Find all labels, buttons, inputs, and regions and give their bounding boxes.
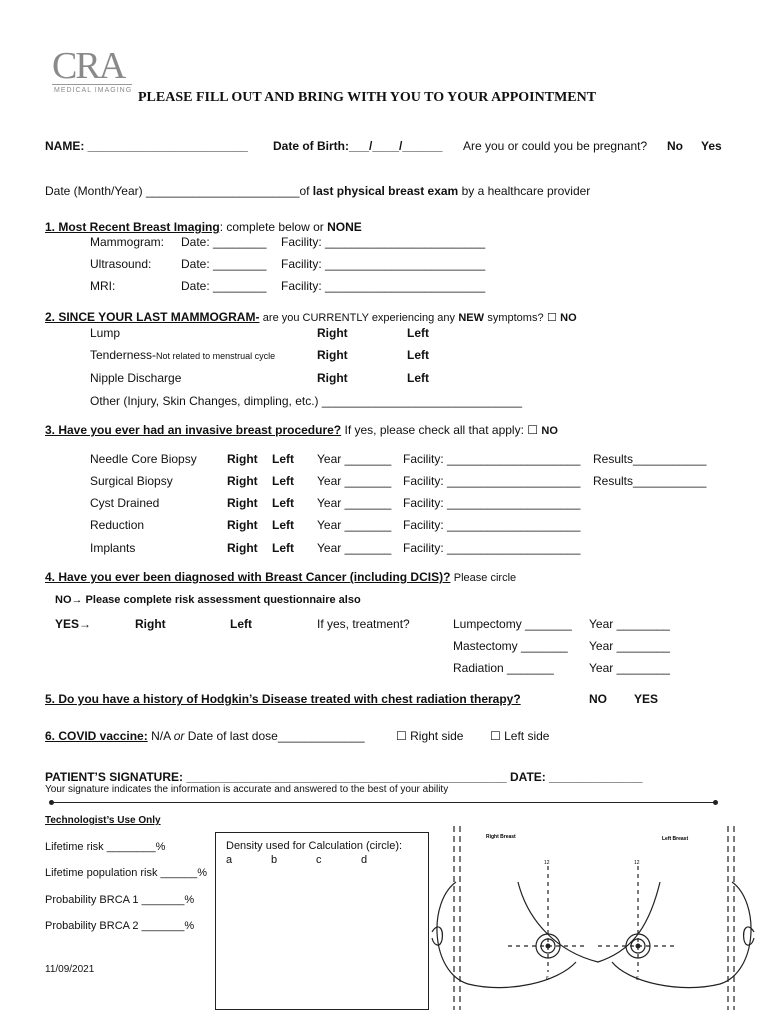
tech-heading: Technologist’s Use Only bbox=[45, 815, 161, 826]
s3-row-year[interactable]: Year _______ bbox=[317, 541, 392, 555]
section-1-none-option[interactable]: NONE bbox=[327, 220, 362, 234]
s6-left-label: Left side bbox=[504, 729, 550, 743]
s3-row-label: Implants bbox=[90, 541, 136, 555]
s2-lump-label: Lump bbox=[90, 326, 121, 340]
s3-row-label: Surgical Biopsy bbox=[90, 474, 173, 488]
density-option-b[interactable]: b bbox=[271, 854, 278, 866]
last-exam-line[interactable] bbox=[45, 184, 590, 198]
section-1-title: 1. Most Recent Breast Imaging bbox=[45, 220, 220, 234]
s2-discharge-right[interactable]: Right bbox=[317, 371, 348, 385]
s2-tenderness-label bbox=[90, 348, 275, 362]
pregnant-no-option[interactable]: No bbox=[667, 139, 683, 153]
section-2-title: 2. SINCE YOUR LAST MAMMOGRAM- bbox=[45, 310, 260, 324]
section-3-instruction: If yes, please check all that apply: bbox=[344, 423, 524, 437]
density-label: Density used for Calculation (circle): bbox=[226, 840, 403, 852]
s1-ultrasound-date[interactable]: Date: ________ bbox=[181, 257, 267, 271]
s5-no-option[interactable]: NO bbox=[589, 692, 607, 706]
s6-dose-field[interactable]: Date of last dose_____________ bbox=[187, 729, 365, 743]
s3-row-facility[interactable]: Facility: ____________________ bbox=[403, 541, 581, 555]
s2-tenderness-left[interactable]: Left bbox=[407, 348, 429, 362]
right-clock-6: 6 bbox=[546, 976, 549, 982]
s5-yes-option[interactable]: YES bbox=[634, 692, 659, 706]
signature-line[interactable]: PATIENT’S SIGNATURE: ________________________________________________ DATE: ______________ bbox=[45, 770, 643, 784]
right-breast-label: Right Breast bbox=[486, 834, 516, 840]
s6-left-checkbox[interactable]: ☐ bbox=[490, 729, 501, 743]
signature-note: Your signature indicates the information is accurate and answered to the best of your ability bbox=[45, 784, 449, 795]
s2-discharge-label: Nipple Discharge bbox=[90, 371, 182, 385]
last-exam-suffix: by a healthcare provider bbox=[461, 184, 591, 198]
s1-mammogram-label: Mammogram: bbox=[90, 235, 165, 249]
last-exam-prefix: Date (Month/Year) _______________________of bbox=[45, 184, 310, 198]
s6-na-option[interactable]: N/A bbox=[151, 729, 171, 743]
s1-mammogram-facility[interactable]: Facility: ________________________ bbox=[281, 235, 486, 249]
s4-lumpectomy-field[interactable]: Lumpectomy _______ bbox=[453, 617, 572, 631]
divider-dot-right bbox=[713, 800, 718, 805]
s4-radiation-field[interactable]: Radiation _______ bbox=[453, 661, 554, 675]
section-4-title: 4. Have you ever been diagnosed with Breast Cancer (including DCIS)? bbox=[45, 570, 451, 584]
pregnant-question: Are you or could you be pregnant? bbox=[463, 139, 648, 153]
density-option-c[interactable]: c bbox=[316, 854, 322, 866]
s3-row-right[interactable]: Right bbox=[227, 496, 258, 510]
s6-right-label: Right side bbox=[410, 729, 464, 743]
s3-row-left[interactable]: Left bbox=[272, 474, 294, 488]
section-divider bbox=[51, 802, 717, 803]
section-2-q-post: symptoms? bbox=[487, 312, 544, 324]
s3-row-facility[interactable]: Facility: ____________________ bbox=[403, 474, 581, 488]
section-3-no-label: NO bbox=[541, 425, 558, 437]
s3-row-left[interactable]: Left bbox=[272, 496, 294, 510]
tech-brca1[interactable]: Probability BRCA 1 _______% bbox=[45, 894, 195, 906]
section-1-instruction: : complete below or bbox=[219, 220, 324, 234]
divider-dot-left bbox=[49, 800, 54, 805]
section-3-no-checkbox[interactable]: ☐ bbox=[527, 423, 539, 437]
s4-yes-option[interactable]: YES→ bbox=[55, 617, 92, 631]
s2-discharge-left[interactable]: Left bbox=[407, 371, 429, 385]
section-2-q-pre: are you CURRENTLY experiencing any bbox=[262, 312, 455, 324]
s4-mastectomy-year[interactable]: Year ________ bbox=[589, 639, 670, 653]
s4-lumpectomy-year[interactable]: Year ________ bbox=[589, 617, 670, 631]
s4-mastectomy-field[interactable]: Mastectomy _______ bbox=[453, 639, 568, 653]
density-option-d[interactable]: d bbox=[361, 854, 368, 866]
s3-row-results[interactable]: Results___________ bbox=[593, 474, 707, 488]
s2-tenderness-text: Tenderness- bbox=[90, 348, 157, 362]
s3-row-left[interactable]: Left bbox=[272, 518, 294, 532]
section-2-heading bbox=[45, 310, 577, 324]
right-clock-12: 12 bbox=[544, 860, 550, 866]
footer-date: 11/09/2021 bbox=[45, 964, 95, 975]
section-5-heading: 5. Do you have a history of Hodgkin’s Disease treated with chest radiation therapy? bbox=[45, 692, 521, 706]
section-6-line bbox=[45, 729, 365, 743]
s2-lump-left[interactable]: Left bbox=[407, 326, 429, 340]
s1-mri-label: MRI: bbox=[90, 279, 116, 293]
dob-field[interactable]: Date of Birth:___/____/______ bbox=[273, 139, 443, 153]
s2-tenderness-note: Not related to menstrual cycle bbox=[156, 351, 276, 361]
s4-no-option[interactable]: NO→ Please complete risk assessment questionnaire also bbox=[55, 594, 361, 606]
s3-row-label: Reduction bbox=[90, 518, 145, 532]
s3-row-year[interactable]: Year _______ bbox=[317, 452, 392, 466]
left-clock-6: 6 bbox=[636, 976, 639, 982]
s3-row-left[interactable]: Left bbox=[272, 541, 294, 555]
last-exam-bold: last physical breast exam bbox=[312, 184, 459, 198]
s3-row-facility[interactable]: Facility: ____________________ bbox=[403, 496, 581, 510]
section-2-no-checkbox[interactable]: ☐ bbox=[546, 312, 557, 324]
s4-treatment-question: If yes, treatment? bbox=[317, 617, 410, 631]
section-4-heading bbox=[45, 570, 516, 584]
s3-row-facility[interactable]: Facility: ____________________ bbox=[403, 518, 581, 532]
s1-ultrasound-facility[interactable]: Facility: ________________________ bbox=[281, 257, 486, 271]
s3-row-year[interactable]: Year _______ bbox=[317, 518, 392, 532]
logo-subtitle: MEDICAL IMAGING bbox=[54, 87, 133, 94]
section-4-circle-note: Please circle bbox=[453, 572, 517, 584]
s3-row-left[interactable]: Left bbox=[272, 452, 294, 466]
s3-row-right[interactable]: Right bbox=[227, 452, 258, 466]
s3-row-right[interactable]: Right bbox=[227, 474, 258, 488]
s3-row-year[interactable]: Year _______ bbox=[317, 474, 392, 488]
section-3-title: 3. Have you ever had an invasive breast procedure? bbox=[45, 423, 342, 437]
section-2-q-new: NEW bbox=[458, 312, 484, 324]
s3-row-label: Cyst Drained bbox=[90, 496, 160, 510]
logo: CRA bbox=[52, 45, 125, 87]
breast-diagram bbox=[428, 822, 760, 1014]
s1-ultrasound-label: Ultrasound: bbox=[90, 257, 152, 271]
s4-right-option[interactable]: Right bbox=[135, 617, 166, 631]
s3-row-results[interactable]: Results___________ bbox=[593, 452, 707, 466]
s1-mammogram-date[interactable]: Date: ________ bbox=[181, 235, 267, 249]
tech-lifetime-risk[interactable]: Lifetime risk ________% bbox=[45, 841, 166, 853]
s3-row-facility[interactable]: Facility: ____________________ bbox=[403, 452, 581, 466]
left-clock-12: 12 bbox=[634, 860, 640, 866]
s4-left-option[interactable]: Left bbox=[230, 617, 252, 631]
density-box bbox=[215, 832, 429, 1010]
s6-left-side-option[interactable] bbox=[490, 729, 549, 743]
s3-row-right[interactable]: Right bbox=[227, 518, 258, 532]
s6-or: or bbox=[173, 729, 185, 743]
name-field[interactable]: NAME: ________________________ bbox=[45, 139, 248, 153]
s2-other-field[interactable]: Other (Injury, Skin Changes, dimpling, etc.) ______________________________ bbox=[90, 394, 523, 408]
page-title: PLEASE FILL OUT AND BRING WITH YOU TO YOUR APPOINTMENT bbox=[138, 90, 597, 105]
logo-rule bbox=[52, 84, 132, 85]
density-option-a[interactable]: a bbox=[226, 854, 233, 866]
s3-row-label: Needle Core Biopsy bbox=[90, 452, 197, 466]
section-2-no-label: NO bbox=[560, 312, 577, 324]
s2-lump-right[interactable]: Right bbox=[317, 326, 348, 340]
section-3-heading bbox=[45, 423, 558, 437]
s6-right-side-option[interactable] bbox=[396, 729, 463, 743]
s1-mri-date[interactable]: Date: ________ bbox=[181, 279, 267, 293]
tech-population-risk[interactable]: Lifetime population risk ______% bbox=[45, 867, 208, 879]
left-breast-label: Left Breast bbox=[662, 836, 689, 842]
section-6-title: 6. COVID vaccine: bbox=[45, 729, 148, 743]
section-1-heading bbox=[45, 220, 362, 234]
s6-right-checkbox[interactable]: ☐ bbox=[396, 729, 407, 743]
s3-row-year[interactable]: Year _______ bbox=[317, 496, 392, 510]
s2-tenderness-right[interactable]: Right bbox=[317, 348, 348, 362]
tech-brca2[interactable]: Probability BRCA 2 _______% bbox=[45, 920, 195, 932]
s4-radiation-year[interactable]: Year ________ bbox=[589, 661, 670, 675]
s3-row-right[interactable]: Right bbox=[227, 541, 258, 555]
s1-mri-facility[interactable]: Facility: ________________________ bbox=[281, 279, 486, 293]
pregnant-yes-option[interactable]: Yes bbox=[701, 139, 722, 153]
